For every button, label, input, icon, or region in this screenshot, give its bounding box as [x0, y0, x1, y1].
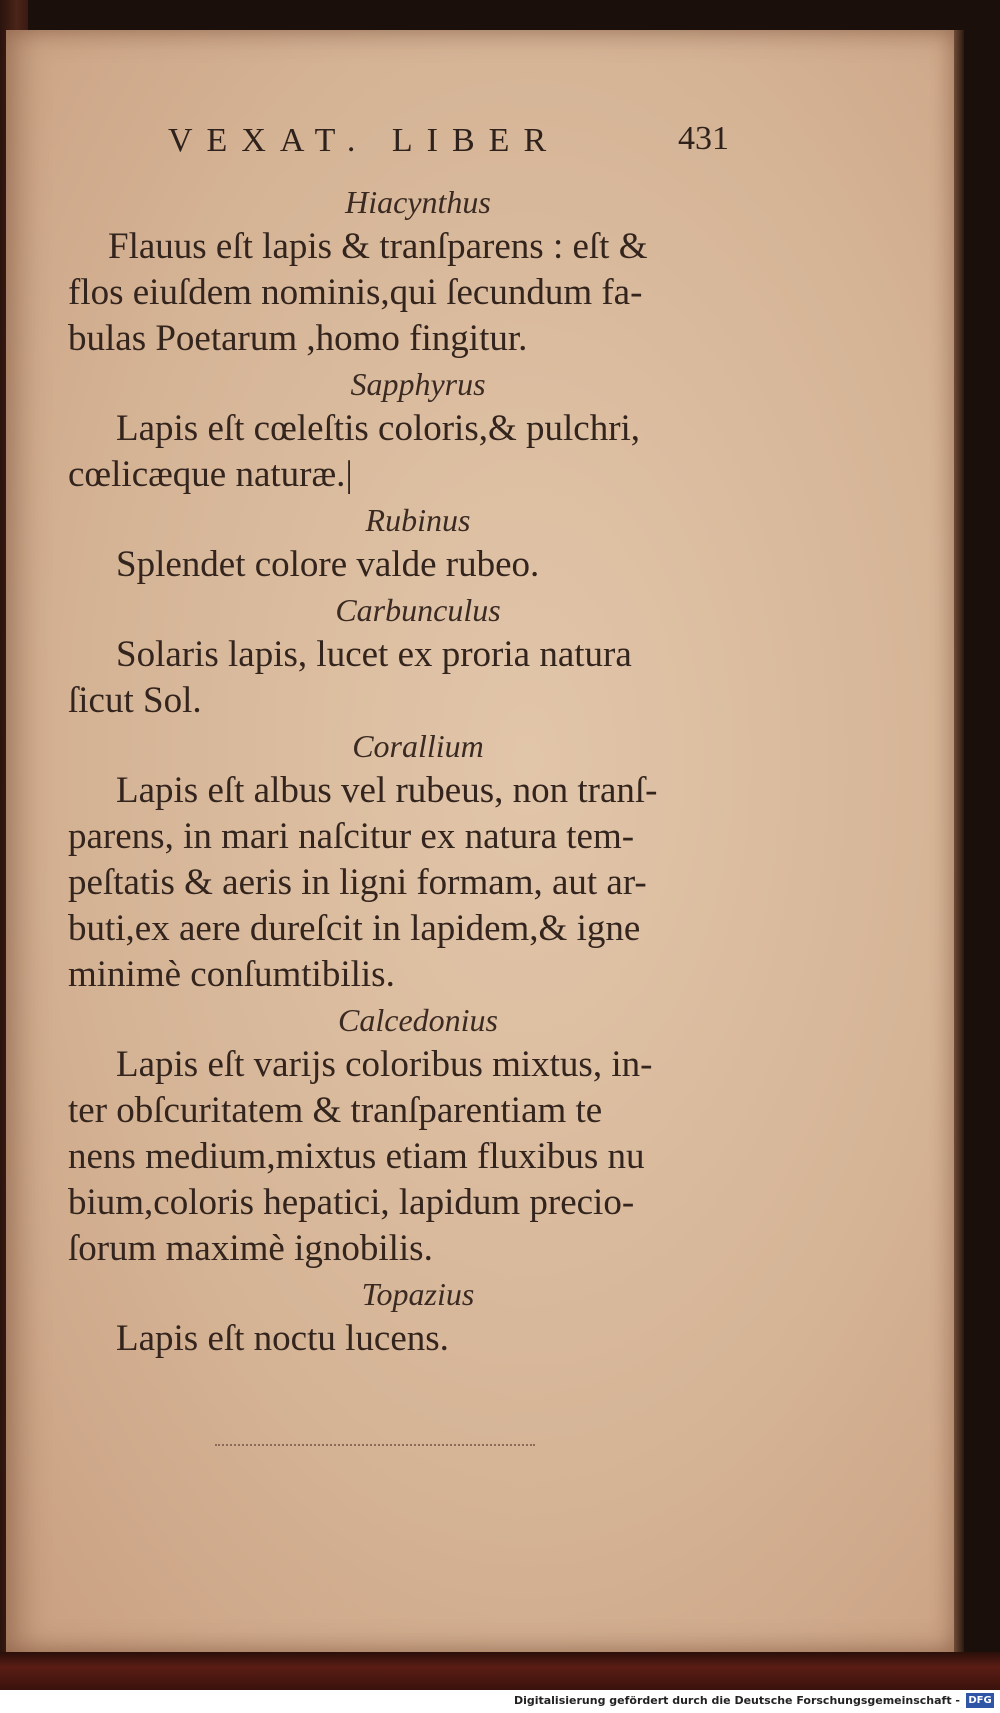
page-text — [68, 110, 768, 1362]
entry-line: Lapis eſt varijs coloribus mixtus, in- — [116, 1044, 653, 1085]
entry-line: peſtatis & aeris in ligni formam, aut ar- — [68, 862, 647, 903]
entry-line: ter obſcuritatem & tranſparentiam te — [68, 1090, 603, 1131]
entry-line: Lapis eſt albus vel rubeus, non tranſ- — [116, 770, 658, 811]
entry-line: bium,coloris hepatici, lapidum precio- — [68, 1182, 635, 1223]
page-edge — [954, 30, 964, 1652]
entry-line: parens, in mari naſcitur ex natura tem- — [68, 816, 635, 857]
running-head: VEXAT. LIBER — [168, 122, 561, 159]
entry-line: Splendet colore valde rubeo. — [116, 544, 540, 585]
page-number: 431 — [678, 120, 729, 157]
entry-line: Flauus eſt lapis & tranſparens : eſt & — [108, 226, 648, 267]
entry-line: flos eiuſdem nominis,qui ſecundum fa- — [68, 272, 643, 313]
entry-line: Lapis eſt cœleſtis coloris,& pulchri, — [116, 408, 641, 449]
entry-heading: Carbunculus — [335, 592, 501, 628]
entry-line: ſicut Sol. — [68, 680, 202, 721]
entry-heading: Hiacynthus — [345, 184, 491, 220]
end-rule — [215, 1444, 535, 1446]
entry-line: nens medium,mixtus etiam fluxibus nu — [68, 1136, 645, 1177]
entry-line: Solaris lapis, lucet ex proria natura — [116, 634, 632, 675]
book-cover-edge — [0, 1652, 1000, 1690]
entry-heading: Sapphyrus — [350, 366, 486, 402]
entry-line: ſorum maximè ignobilis. — [68, 1228, 433, 1269]
entry-heading: Calcedonius — [338, 1002, 498, 1038]
dfg-logo: DFG — [966, 1693, 994, 1708]
page-header — [68, 110, 768, 180]
footer — [0, 1690, 1000, 1713]
entry-line: cœlicæque naturæ.| — [68, 454, 353, 495]
entry-line: minimè conſumtibilis. — [68, 954, 395, 995]
entry-line: bulas Poetarum ,homo fingitur. — [68, 318, 528, 359]
entry-line: buti,ex aere dureſcit in lapidem,& igne — [68, 908, 641, 949]
entry-heading: Topazius — [361, 1276, 475, 1312]
entry-line: Lapis eſt noctu lucens. — [116, 1318, 449, 1359]
footer-credit: Digitalisierung gefördert durch die Deutsche Forschungsgemeinschaft - — [513, 1694, 960, 1707]
entry-heading: Rubinus — [365, 502, 471, 538]
entry-heading: Corallium — [352, 728, 484, 764]
